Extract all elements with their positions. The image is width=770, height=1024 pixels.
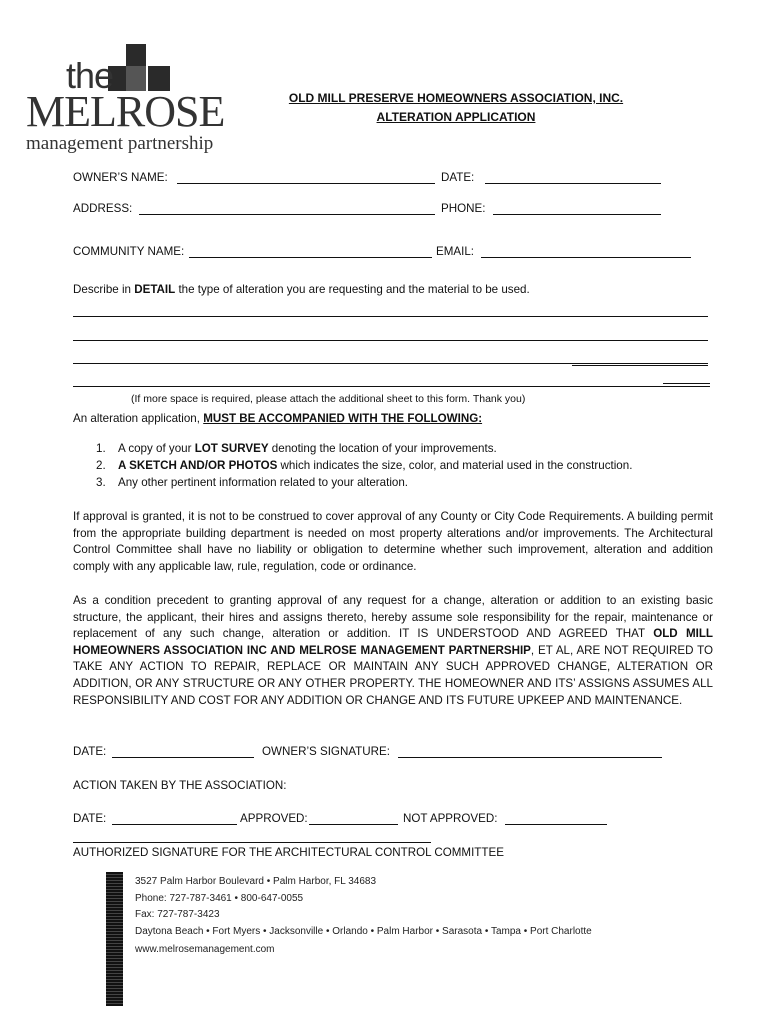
owner-name-field[interactable] bbox=[177, 183, 435, 184]
phone-field[interactable] bbox=[493, 214, 661, 215]
email-label: EMAIL: bbox=[436, 245, 475, 258]
list-number: 1. bbox=[96, 442, 106, 455]
list-item-post: which indicates the size, color, and material used in the construction. bbox=[277, 459, 633, 472]
signature-date-label: DATE: bbox=[73, 745, 107, 758]
footer-locations: Daytona Beach • Fort Myers • Jacksonville • Orlando • Palm Harbor • Sarasota • Tampa • Port Charlotte bbox=[135, 926, 592, 937]
accompany-bold: MUST BE ACCOMPANIED WITH THE FOLLOWING: bbox=[203, 412, 483, 425]
list-item bbox=[96, 458, 632, 475]
description-line-2[interactable] bbox=[73, 340, 708, 341]
not-approved-field[interactable] bbox=[505, 824, 607, 825]
list-number: 2. bbox=[96, 459, 106, 472]
address-label: ADDRESS: bbox=[73, 202, 133, 215]
logo-melrose: MELROSE bbox=[26, 87, 225, 136]
description-line-4[interactable] bbox=[73, 386, 710, 387]
list-item-bold: A SKETCH AND/OR PHOTOS bbox=[118, 459, 278, 472]
footer-address: 3527 Palm Harbor Boulevard • Palm Harbor, FL 34683 bbox=[135, 876, 377, 887]
owner-signature-field[interactable] bbox=[398, 757, 662, 758]
describe-instruction bbox=[73, 282, 530, 299]
authorized-signature-field[interactable] bbox=[73, 842, 431, 843]
community-name-label: COMMUNITY NAME: bbox=[73, 245, 185, 258]
approval-disclaimer-paragraph: If approval is granted, it is not to be construed to cover approval of any County or City Code Requirements. A building permit from the appropriate building department is needed on most property alterations and/or improvements. The Architectural Control Committee shall have no liability or obligation to determine whether such improvement, alteration and addition comply with any applicable law, rule, regulation, code or ordinance. bbox=[73, 510, 713, 573]
responsibility-paragraph bbox=[73, 593, 713, 709]
footer-bar bbox=[106, 872, 123, 1006]
signature-date-field[interactable] bbox=[112, 757, 254, 758]
logo-tagline: management partnership bbox=[26, 133, 214, 154]
form-title: OLD MILL PRESERVE HOMEOWNERS ASSOCIATION, INC. bbox=[288, 91, 624, 105]
description-line-1[interactable] bbox=[73, 316, 708, 317]
more-space-note: (If more space is required, please attach the additional sheet to this form. Thank you) bbox=[131, 393, 526, 405]
accompany-statement bbox=[73, 411, 482, 428]
logo-the: the bbox=[66, 55, 114, 96]
list-item-pre: Any other pertinent information related to your alteration. bbox=[118, 476, 409, 489]
action-date-label: DATE: bbox=[73, 812, 107, 825]
community-name-field[interactable] bbox=[189, 257, 432, 258]
approved-label: APPROVED: bbox=[240, 812, 308, 825]
authorized-signature-label: AUTHORIZED SIGNATURE FOR THE ARCHITECTURAL CONTROL COMMITTEE bbox=[73, 846, 504, 859]
responsibility-lead: As a condition precedent to granting approval of any request for a change, alteration or addition to an existing basic structure, the applicant, their hires and assigns thereto, hereby assume sole responsibility for the repair, maintenance or replacement of any such change, alteration or addition. IT IS UNDERSTOOD AND AGREED THAT bbox=[73, 594, 713, 641]
owner-signature-label: OWNER’S SIGNATURE: bbox=[262, 745, 390, 758]
email-field[interactable] bbox=[481, 257, 691, 258]
address-field[interactable] bbox=[139, 214, 435, 215]
responsibility-parties: OLD MILL HOMEOWNERS ASSOCIATION INC AND MELROSE MANAGEMENT PARTNERSHIP bbox=[73, 627, 713, 657]
footer-website: www.melrosemanagement.com bbox=[135, 944, 275, 955]
logo-block-top bbox=[126, 44, 146, 66]
list-item-pre: A copy of your bbox=[118, 442, 195, 455]
form-subtitle: ALTERATION APPLICATION bbox=[376, 110, 536, 124]
date-field[interactable] bbox=[485, 183, 661, 184]
description-line-3b bbox=[572, 365, 708, 366]
accompany-prefix: An alteration application, bbox=[73, 412, 204, 425]
list-item-post: denoting the location of your improvements. bbox=[268, 442, 497, 455]
footer-fax: Fax: 727-787-3423 bbox=[135, 909, 220, 920]
owner-name-label: OWNER’S NAME: bbox=[73, 171, 168, 184]
list-item-bold: LOT SURVEY bbox=[194, 442, 269, 455]
describe-prefix: Describe in bbox=[73, 283, 135, 296]
describe-bold: DETAIL bbox=[134, 283, 176, 296]
describe-suffix: the type of alteration you are requesting and the material to be used. bbox=[175, 283, 530, 296]
not-approved-label: NOT APPROVED: bbox=[403, 812, 498, 825]
list-item bbox=[96, 441, 497, 458]
approved-field[interactable] bbox=[309, 824, 398, 825]
action-heading: ACTION TAKEN BY THE ASSOCIATION: bbox=[73, 779, 287, 792]
responsibility-tail: , ET AL, ARE NOT REQUIRED TO TAKE ANY ACTION TO REPAIR, REPLACE OR MAINTAIN ANY SUCH APPROVED CHANGE, ALTERATION OR ADDITION, OR ANY STRUCTURE OR ANY OTHER PROPERTY. THE HOMEOWNER AND ITS’ ASSIGNS ASSUMES ALL RESPONSIBILITY AND COST FOR ANY ADDITION OR CHANGE AND ITS FUTURE UPKEEP AND MAINTENANCE. bbox=[73, 643, 713, 707]
list-number: 3. bbox=[96, 476, 106, 489]
description-line-3[interactable] bbox=[73, 363, 708, 364]
description-line-4b bbox=[663, 383, 710, 384]
date-label: DATE: bbox=[441, 171, 475, 184]
footer-phone: Phone: 727-787-3461 • 800-647-0055 bbox=[135, 893, 304, 904]
action-date-field[interactable] bbox=[112, 824, 237, 825]
phone-label: PHONE: bbox=[441, 202, 486, 215]
list-item bbox=[96, 475, 408, 492]
